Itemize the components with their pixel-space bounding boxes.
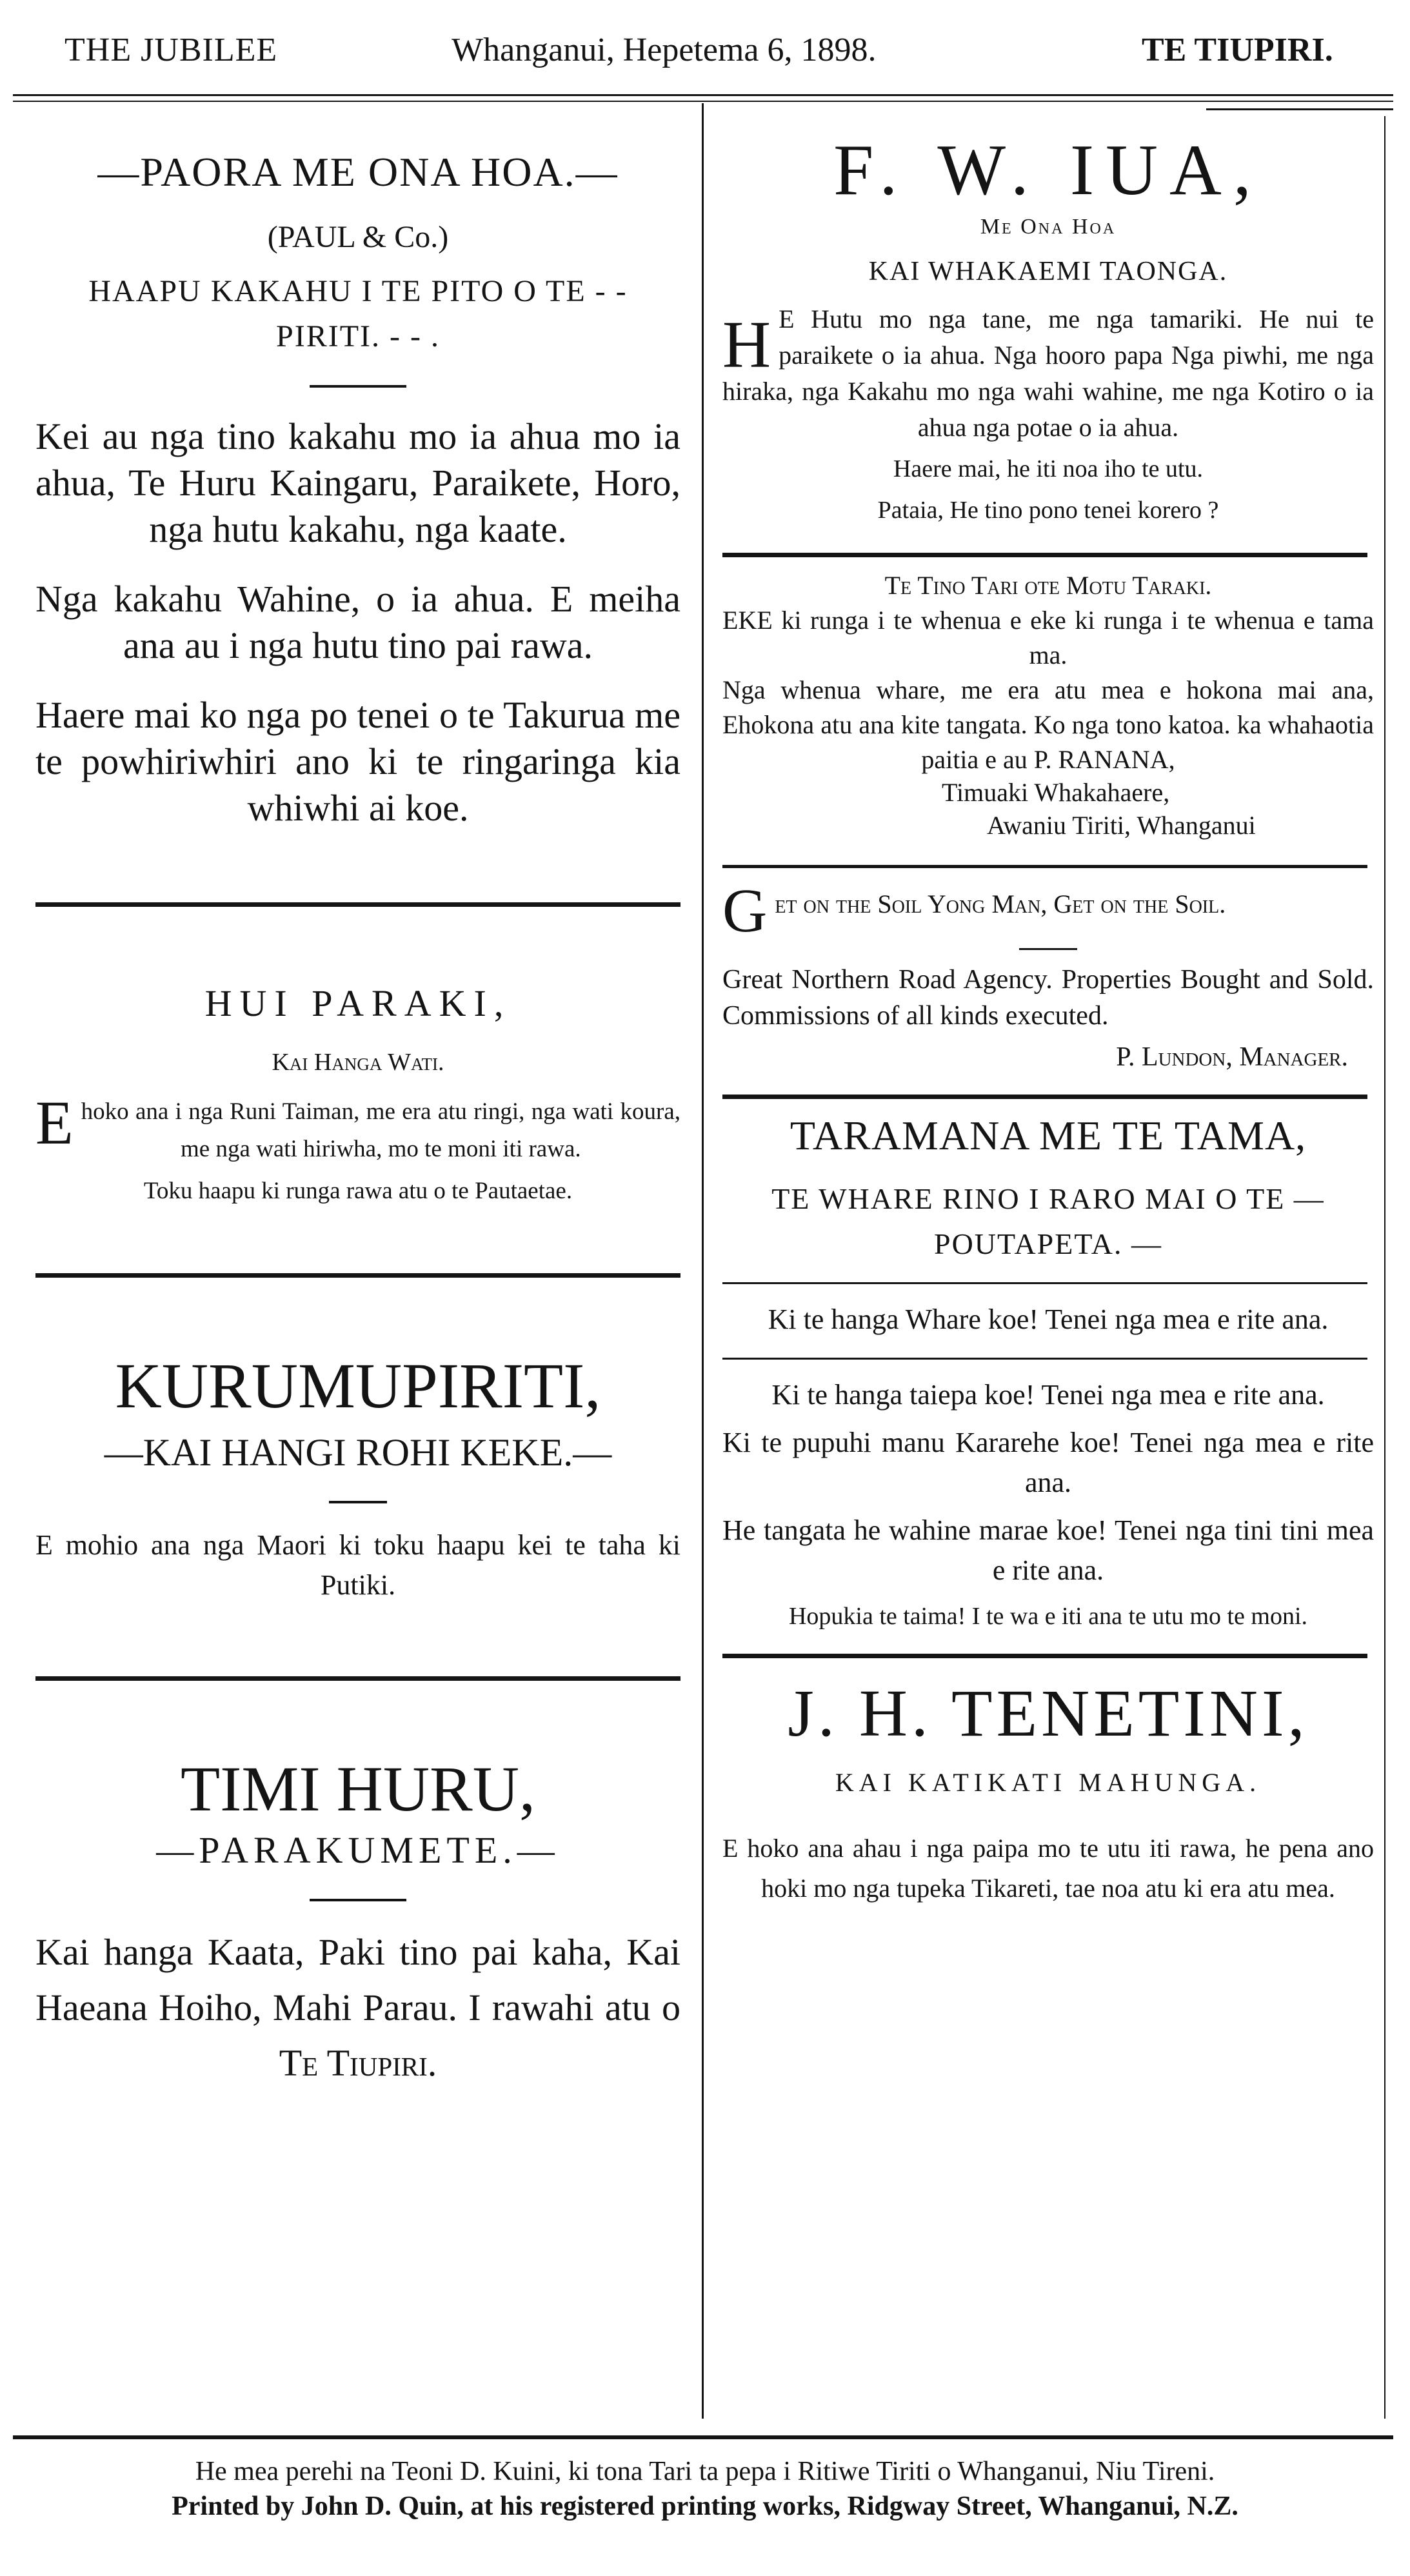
paper-name: Te Tiupiri. [279, 2042, 437, 2084]
ad-paragraph: Nga whenua whare, me era atu mea e hokona mai ana, Ehokona atu ana kite tangata. Ko nga tono katoa. ka whahaotia paitia e au P. RANANA, [722, 675, 1374, 774]
ad-paragraph: Haere mai, he iti noa iho te utu. [893, 455, 1204, 482]
ad-title: TIMI HURU, [181, 1753, 535, 1825]
ad-paragraph: Haere mai ko nga po tenei o te Takurua me te powhiriwhiri ano ki te ringaringa kia whiwhi ai koe. [35, 694, 680, 829]
ad-paragraph: E Hutu mo nga tane, me nga tamariki. He nui te paraikete o ia ahua. Nga hooro papa Nga piwhi, me nga hiraka, nga Kakahu mo nga wahi wahine, me nga Kotiro o ia ahua nga potae o ia ahua. [722, 304, 1374, 442]
thin-rule [722, 1358, 1367, 1360]
section-rule [35, 1273, 680, 1278]
left-column [35, 129, 680, 2091]
ad-paragraph: Hopukia te taima! I te wa e iti ana te utu mo te moni. [788, 1603, 1308, 1630]
ad-paragraph: Kei au nga tino kakahu mo ia ahua mo ia ahua, Te Huru Kaingaru, Paraikete, Horo, nga hutu kakahu, nga kaate. [35, 415, 680, 550]
ad-paragraph: He tangata he wahine marae koe! Tenei nga tini tini mea e rite ana. [722, 1514, 1374, 1586]
ad-subtitle: TE WHARE RINO I RARO MAI O TE — POUTAPETA. — [771, 1182, 1325, 1260]
drop-cap: E [35, 1088, 74, 1157]
footer-rule [13, 2435, 1393, 2439]
column-divider [702, 103, 704, 2419]
signature-title: Timuaki Whakahaere, [942, 778, 1170, 807]
ad-taramana [722, 1112, 1374, 1634]
section-rule [722, 1654, 1367, 1658]
short-rule [310, 385, 406, 388]
ad-subtitle: HAAPU KAKAHU I TE PITO O TE - - PIRITI. - - . [88, 274, 628, 353]
ad-te-tino-tari [722, 570, 1374, 840]
ad-paragraph: E hoko ana ahau i nga paipa mo te utu iti rawa, he pena ano hoki mo nga tupeka Tikareti, tae noa atu ki era atu mea. [722, 1834, 1374, 1903]
right-frame-line [1384, 116, 1385, 2419]
ad-body [35, 1088, 680, 1168]
ad-text: Kai hanga Kaata, Paki tino pai kaha, Kai Haeana Hoiho, Mahi Parau. I rawahi atu o [35, 1931, 680, 2028]
ad-paragraph: Ki te pupuhi manu Kararehe koe! Tenei nga mea e rite ana. [722, 1427, 1374, 1498]
right-column [722, 129, 1374, 1908]
imprint-english: Printed by John D. Quin, at his registered printing works, Ridgway Street, Whanganui, N.Z. [172, 2492, 1238, 2521]
section-rule [35, 902, 680, 907]
ad-title: J. H. TENETINI, [788, 1676, 1309, 1750]
ad-paragraph: Nga kakahu Wahine, o ia ahua. E meiha ana au i nga hutu tino pai rawa. [35, 578, 680, 666]
ad-body [722, 301, 1374, 446]
ad-paragraph: hoko ana i nga Runi Taiman, me era atu ringi, nga wati koura, me nga wati hiriwha, mo te moni iti rawa. [81, 1098, 680, 1162]
ad-timi-huru [35, 1752, 680, 2091]
ad-title: KURUMUPIRITI, [115, 1350, 601, 1422]
ad-title: —PAORA ME ONA HOA.— [97, 149, 619, 195]
ad-heading [722, 876, 1374, 945]
ad-paragraph: EKE ki runga i te whenua e eke ki runga i te whenua e tama ma. [722, 606, 1374, 669]
drop-cap: G [722, 876, 768, 945]
masthead-left: THE JUBILEE [65, 32, 278, 68]
ad-paragraph: Pataia, He tino pono tenei korero ? [877, 497, 1219, 524]
masthead-rule-right-extra [1206, 108, 1393, 110]
ad-paragraph: Great Northern Road Agency. Properties Bought and Sold. Commissions of all kinds executed. [722, 965, 1374, 1031]
section-rule [722, 553, 1367, 557]
ad-subtitle: KAI WHAKAEMI TAONGA. [868, 257, 1228, 286]
section-rule [35, 1676, 680, 1681]
drop-cap: H [722, 308, 771, 382]
ad-paragraph: Toku haapu ki runga rawa atu o te Pautaetae. [143, 1178, 573, 1204]
ad-paragraph: E mohio ana nga Maori ki toku haapu kei te taha ki Putiki. [35, 1529, 680, 1601]
thin-rule [722, 1282, 1367, 1284]
ad-title: F. W. IUA, [833, 130, 1263, 210]
ad-iua [722, 129, 1374, 524]
ad-subtitle: Kai Hanga Wati. [272, 1049, 444, 1076]
ad-subtitle: —KAI HANGI ROHI KEKE.— [104, 1431, 612, 1474]
ad-title: Te Tino Tari ote Motu Taraki. [884, 571, 1212, 600]
ad-tenetini [722, 1675, 1374, 1908]
ad-subtitle: —PARAKUMETE.— [156, 1829, 560, 1871]
ad-hui-paraki [35, 982, 680, 1205]
ad-title: et on the Soil Yong Man, Get on the Soil. [775, 889, 1226, 918]
masthead-right: TE TIUPIRI. [1142, 32, 1333, 68]
imprint-maori: He mea perehi na Teoni D. Kuini, ki tona Tari ta pepa i Ritiwe Tiriti o Whanganui, Niu Tireni. [195, 2457, 1215, 2486]
section-rule [722, 865, 1367, 868]
ad-title: HUI PARAKI, [204, 982, 511, 1024]
ad-title: TARAMANA ME TE TAMA, [789, 1113, 1307, 1158]
short-rule [310, 1899, 406, 1901]
masthead-rule-bottom [13, 101, 1393, 102]
manager-signature: P. Lundon, Manager. [1116, 1042, 1348, 1072]
short-rule [1019, 948, 1077, 950]
ad-paragraph [35, 1925, 680, 2091]
masthead-dateline: Whanganui, Hepetema 6, 1898. [452, 32, 877, 68]
section-rule [722, 1095, 1367, 1099]
ad-kurumupiriti [35, 1349, 680, 1605]
ad-paragraph: Ki te hanga taiepa koe! Tenei nga mea e rite ana. [771, 1379, 1325, 1411]
ad-subtitle: Me Ona Hoa [980, 215, 1117, 239]
masthead-rule-top [13, 94, 1393, 96]
signature-address: Awaniu Tiriti, Whanganui [987, 811, 1256, 840]
ad-subtitle: (PAUL & Co.) [267, 220, 449, 254]
ad-paora [35, 148, 680, 831]
short-rule [329, 1501, 387, 1503]
ad-paragraph: Ki te hanga Whare koe! Tenei nga mea e rite ana. [768, 1303, 1329, 1335]
ad-subtitle: KAI KATIKATI MAHUNGA. [835, 1768, 1262, 1797]
ad-body [722, 603, 1374, 777]
ad-get-on-the-soil [722, 876, 1374, 1073]
